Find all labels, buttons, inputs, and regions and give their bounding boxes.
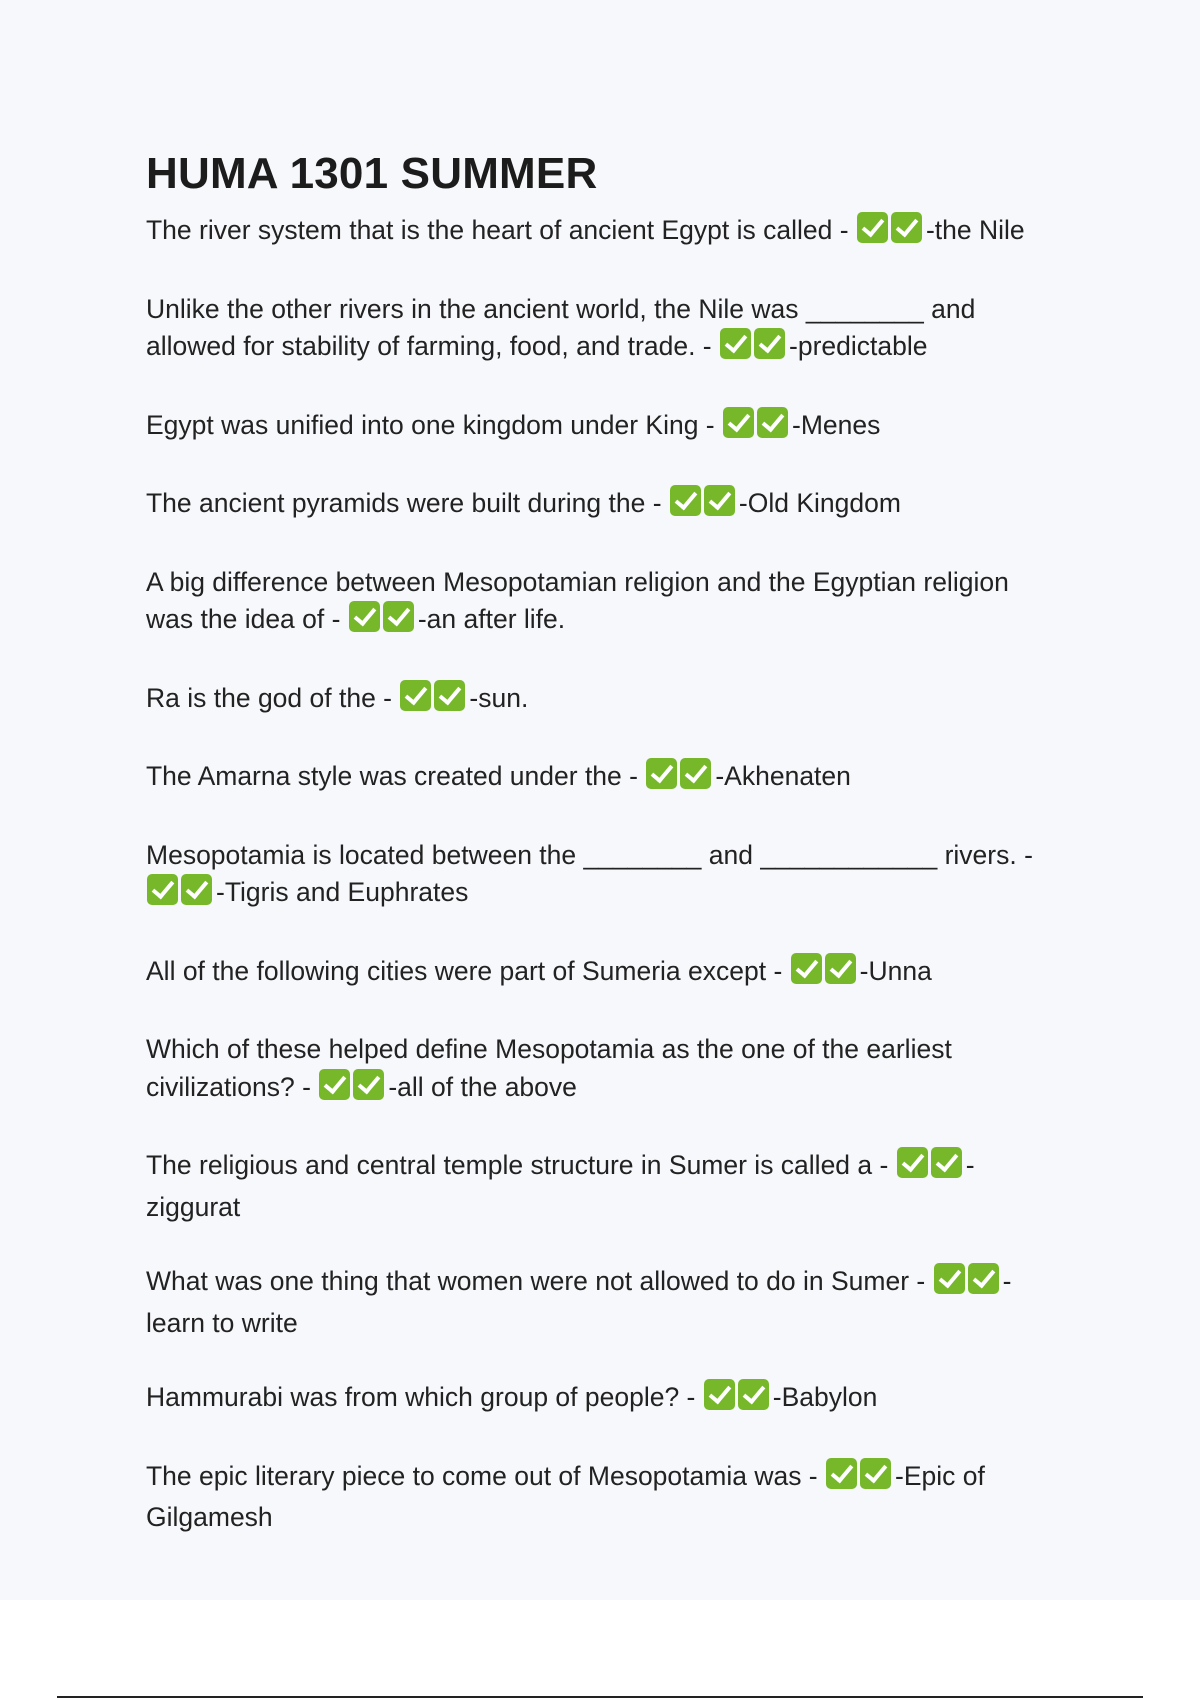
- checkmark-icon: [757, 407, 788, 438]
- question-text: All of the following cities were part of Sumeria except -: [146, 955, 783, 986]
- checkmark-icon: [860, 1458, 891, 1489]
- checkmark-icon: [400, 680, 431, 711]
- checkmark-icon: [825, 953, 856, 984]
- qa-item: [146, 1458, 1046, 1537]
- document-title: HUMA 1301 SUMMER: [146, 149, 598, 198]
- question-text: Hammurabi was from which group of people? -: [146, 1382, 696, 1412]
- qa-item: [146, 953, 1046, 995]
- document-content: [146, 148, 1046, 1574]
- checkmark-icon: [147, 874, 178, 905]
- checkmark-icon: [704, 1379, 735, 1410]
- checkmark-icon: [646, 758, 677, 789]
- double-checkmark-icon: [704, 1379, 772, 1421]
- answer-text: -Akhenaten: [715, 761, 851, 791]
- answer-text: -ziggurat: [146, 1150, 975, 1222]
- question-text: The Amarna style was created under the -: [146, 761, 638, 791]
- answer-text: -predictable: [789, 331, 928, 361]
- answer-text: -Unna: [859, 955, 932, 986]
- question-list: [146, 212, 1046, 1537]
- double-checkmark-icon: [646, 758, 714, 800]
- double-checkmark-icon: [857, 212, 925, 254]
- double-checkmark-icon: [720, 328, 788, 370]
- question-text: The epic literary piece to come out of Mesopotamia was -: [146, 1460, 818, 1491]
- qa-item: [146, 485, 1046, 527]
- checkmark-icon: [383, 601, 414, 632]
- double-checkmark-icon: [319, 1069, 387, 1111]
- question-text: Egypt was unified into one kingdom under King -: [146, 409, 715, 440]
- question-text: Which of these helped define Mesopotamia as the one of the earliest civilizations? -: [146, 1034, 952, 1102]
- checkmark-icon: [353, 1069, 384, 1100]
- qa-item: [146, 680, 1046, 722]
- checkmark-icon: [680, 758, 711, 789]
- question-text: The religious and central temple structure in Sumer is called a -: [146, 1150, 889, 1180]
- checkmark-icon: [968, 1263, 999, 1294]
- question-text: Unlike the other rivers in the ancient world, the Nile was ________ and allowed for stability of farming, food, and trade. -: [146, 293, 976, 361]
- answer-text: -Epic of Gilgamesh: [146, 1460, 985, 1532]
- double-checkmark-icon: [670, 485, 738, 527]
- checkmark-icon: [723, 407, 754, 438]
- checkmark-icon: [857, 212, 888, 243]
- answer-text: -learn to write: [146, 1266, 1012, 1338]
- double-checkmark-icon: [826, 1458, 894, 1500]
- qa-item: [146, 1379, 1046, 1421]
- question-text: The river system that is the heart of ancient Egypt is called -: [146, 215, 849, 245]
- answer-text: -Tigris and Euphrates: [216, 877, 469, 907]
- qa-item: [146, 564, 1046, 643]
- question-text: What was one thing that women were not allowed to do in Sumer -: [146, 1266, 926, 1296]
- footer-divider: [57, 1696, 1143, 1698]
- answer-text: -sun.: [469, 682, 529, 713]
- qa-item: [146, 407, 1046, 449]
- checkmark-icon: [738, 1379, 769, 1410]
- answer-text: -Babylon: [772, 1382, 878, 1412]
- double-checkmark-icon: [791, 953, 859, 995]
- qa-item: [146, 758, 1046, 800]
- question-text: Ra is the god of the -: [146, 682, 393, 713]
- checkmark-icon: [897, 1147, 928, 1178]
- question-text: Mesopotamia is located between the ________ and ____________ rivers. -: [146, 839, 1033, 870]
- checkmark-icon: [931, 1147, 962, 1178]
- checkmark-icon: [319, 1069, 350, 1100]
- checkmark-icon: [826, 1458, 857, 1489]
- checkmark-icon: [181, 874, 212, 905]
- checkmark-icon: [434, 680, 465, 711]
- double-checkmark-icon: [147, 874, 215, 916]
- question-text: The ancient pyramids were built during the -: [146, 488, 662, 518]
- double-checkmark-icon: [349, 601, 417, 643]
- checkmark-icon: [704, 485, 735, 516]
- checkmark-icon: [754, 328, 785, 359]
- qa-item: [146, 291, 1046, 370]
- checkmark-icon: [791, 953, 822, 984]
- double-checkmark-icon: [400, 680, 468, 722]
- checkmark-icon: [670, 485, 701, 516]
- answer-text: -Old Kingdom: [738, 488, 901, 518]
- answer-text: -all of the above: [388, 1071, 577, 1102]
- checkmark-icon: [720, 328, 751, 359]
- qa-item: [146, 1031, 1046, 1110]
- checkmark-icon: [349, 601, 380, 632]
- checkmark-icon: [891, 212, 922, 243]
- answer-text: -Menes: [792, 409, 881, 440]
- double-checkmark-icon: [934, 1263, 1002, 1305]
- answer-text: -the Nile: [925, 215, 1025, 245]
- double-checkmark-icon: [897, 1147, 965, 1189]
- question-text: A big difference between Mesopotamian religion and the Egyptian religion was the idea of -: [146, 566, 1009, 634]
- qa-item: [146, 1263, 1046, 1342]
- qa-item: [146, 837, 1046, 916]
- double-checkmark-icon: [723, 407, 791, 449]
- qa-item: [146, 212, 1046, 254]
- qa-item: [146, 1147, 1046, 1226]
- answer-text: -an after life.: [417, 604, 566, 634]
- checkmark-icon: [934, 1263, 965, 1294]
